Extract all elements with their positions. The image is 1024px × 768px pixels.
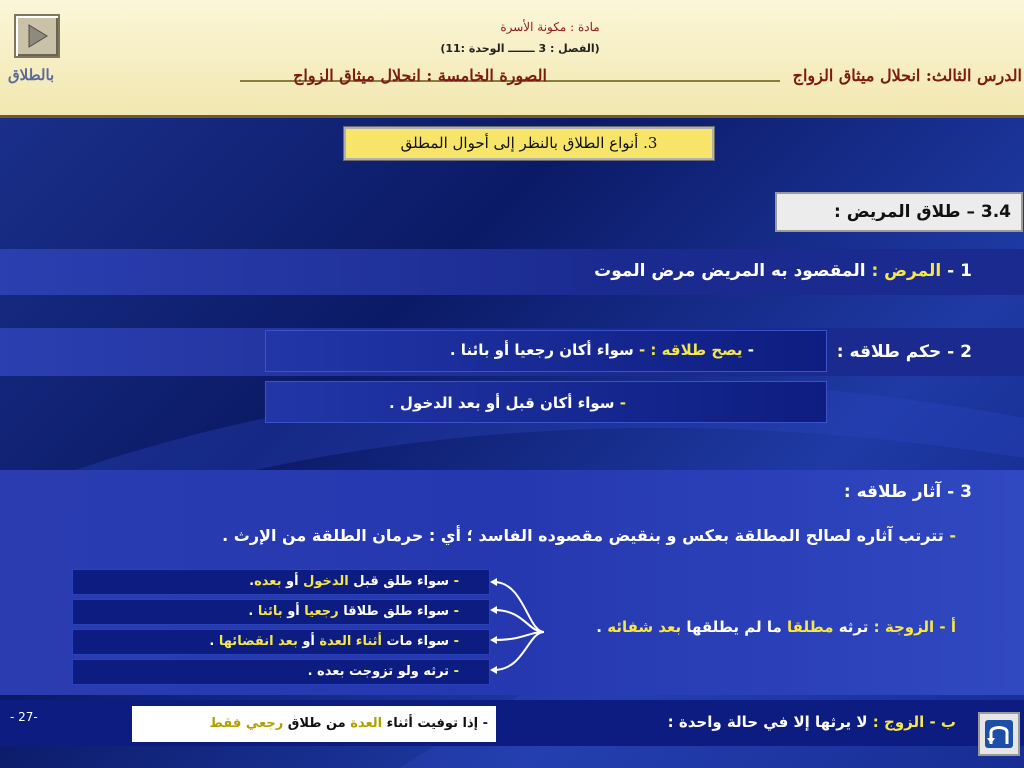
row2-line1-ruling: يصح طلاقه : - [633, 341, 743, 359]
row2-line2-dash: - [614, 394, 626, 412]
husband-text: لا يرثها إلا في حالة واحدة : [667, 713, 873, 731]
list-dash: - [449, 604, 459, 619]
list-text: . [249, 574, 255, 589]
list-highlight: رجعيا [304, 604, 339, 619]
list-highlight: بعده [254, 574, 282, 589]
row2-line2-text: سواء أكان قبل أو بعد الدخول . [389, 394, 615, 412]
section-title: 3. أنواع الطلاق بالنظر إلى أحوال المطلق [344, 127, 714, 160]
row1-definition: المقصود به المريض مرض الموت [594, 261, 872, 281]
husband-line [668, 713, 956, 731]
list-text: . [248, 604, 258, 619]
husband-label: الزوج : [872, 713, 925, 731]
condition-y2: رجعي فقط [209, 716, 284, 731]
condition-y1: العدة [350, 716, 383, 731]
row3-effect-line [222, 526, 956, 545]
header-image-label: الصورة الخامسة : انحلال ميثاق الزواج [293, 66, 547, 85]
wife-t1: ترثه [833, 618, 874, 636]
play-icon [23, 22, 51, 50]
row1-label: المرض : [871, 261, 942, 281]
row2-line1 [450, 341, 754, 359]
wife-y1: مطلقا [787, 618, 834, 636]
list-text: . [209, 634, 219, 649]
wife-t2: ما لم يطلقها [681, 618, 788, 636]
husband-condition-box [132, 706, 496, 742]
subsection-title: 3.4 – طلاق المريض : [775, 192, 1023, 232]
wife-t3: . [596, 618, 608, 636]
wife-prefix: أ - [934, 618, 956, 636]
list-dash: - [449, 574, 459, 589]
row2-line1-text: سواء أكان رجعيا أو بائنا . [449, 341, 634, 359]
list-text: أو [282, 604, 305, 619]
home-return-icon [983, 718, 1015, 750]
list-highlight: بعد انقضائها [218, 634, 298, 649]
list-highlight: أثناء العدة [319, 634, 382, 649]
list-text: ترثه ولو تزوجت بعده . [307, 664, 450, 679]
header-banner [0, 0, 1024, 118]
row3-heading: 3 - آثار طلاقه : [843, 482, 972, 502]
condition-t2: من طلاق [283, 716, 351, 731]
list-item [72, 569, 490, 595]
wife-y2: بعد شفائه [607, 618, 682, 636]
list-dash: - [449, 664, 459, 679]
list-text: أو [281, 574, 304, 589]
list-dash: - [449, 634, 459, 649]
page-number: - 27- [10, 710, 38, 724]
home-button[interactable] [978, 712, 1020, 756]
wife-label: الزوجة : [873, 618, 935, 636]
header-lesson: الدرس الثالث: انحلال ميثاق الزواج [792, 66, 1022, 85]
header-topic: بالطلاق [8, 66, 55, 84]
condition-dash: - [478, 716, 488, 731]
list-text: سواء طلق طلاقا [338, 604, 450, 619]
husband-prefix: ب - [924, 713, 956, 731]
list-item [72, 599, 490, 625]
list-text: سواء طلق قبل [348, 574, 450, 589]
header-unit: (الفصل : 3 ـــــــ الوحدة :11) [440, 42, 600, 55]
row2-line1-dash: - [742, 341, 754, 359]
play-button[interactable] [14, 14, 60, 58]
row2-heading: 2 - حكم طلاقه : [836, 342, 972, 362]
brace-arrows [488, 570, 548, 690]
condition-t1: إذا توفيت أثناء [382, 716, 479, 731]
list-item [72, 659, 490, 685]
row3-effect-text: تترتب آثاره لصالح المطلقة بعكس و بنقيض مقصوده الفاسد ؛ أي : حرمان الطلقة من الإرث . [222, 526, 944, 545]
list-item [72, 629, 490, 655]
row2-line2 [389, 394, 626, 412]
list-highlight: الدخول [303, 574, 349, 589]
row1-text [594, 261, 972, 281]
header-subject: مادة : مكونة الأسرة [500, 20, 600, 34]
wife-line [596, 618, 956, 636]
list-text: سواء مات [381, 634, 450, 649]
row1-number: 1 - [941, 261, 972, 281]
list-text: أو [297, 634, 320, 649]
list-highlight: بائنا [257, 604, 283, 619]
row3-effect-dash: - [943, 526, 956, 545]
